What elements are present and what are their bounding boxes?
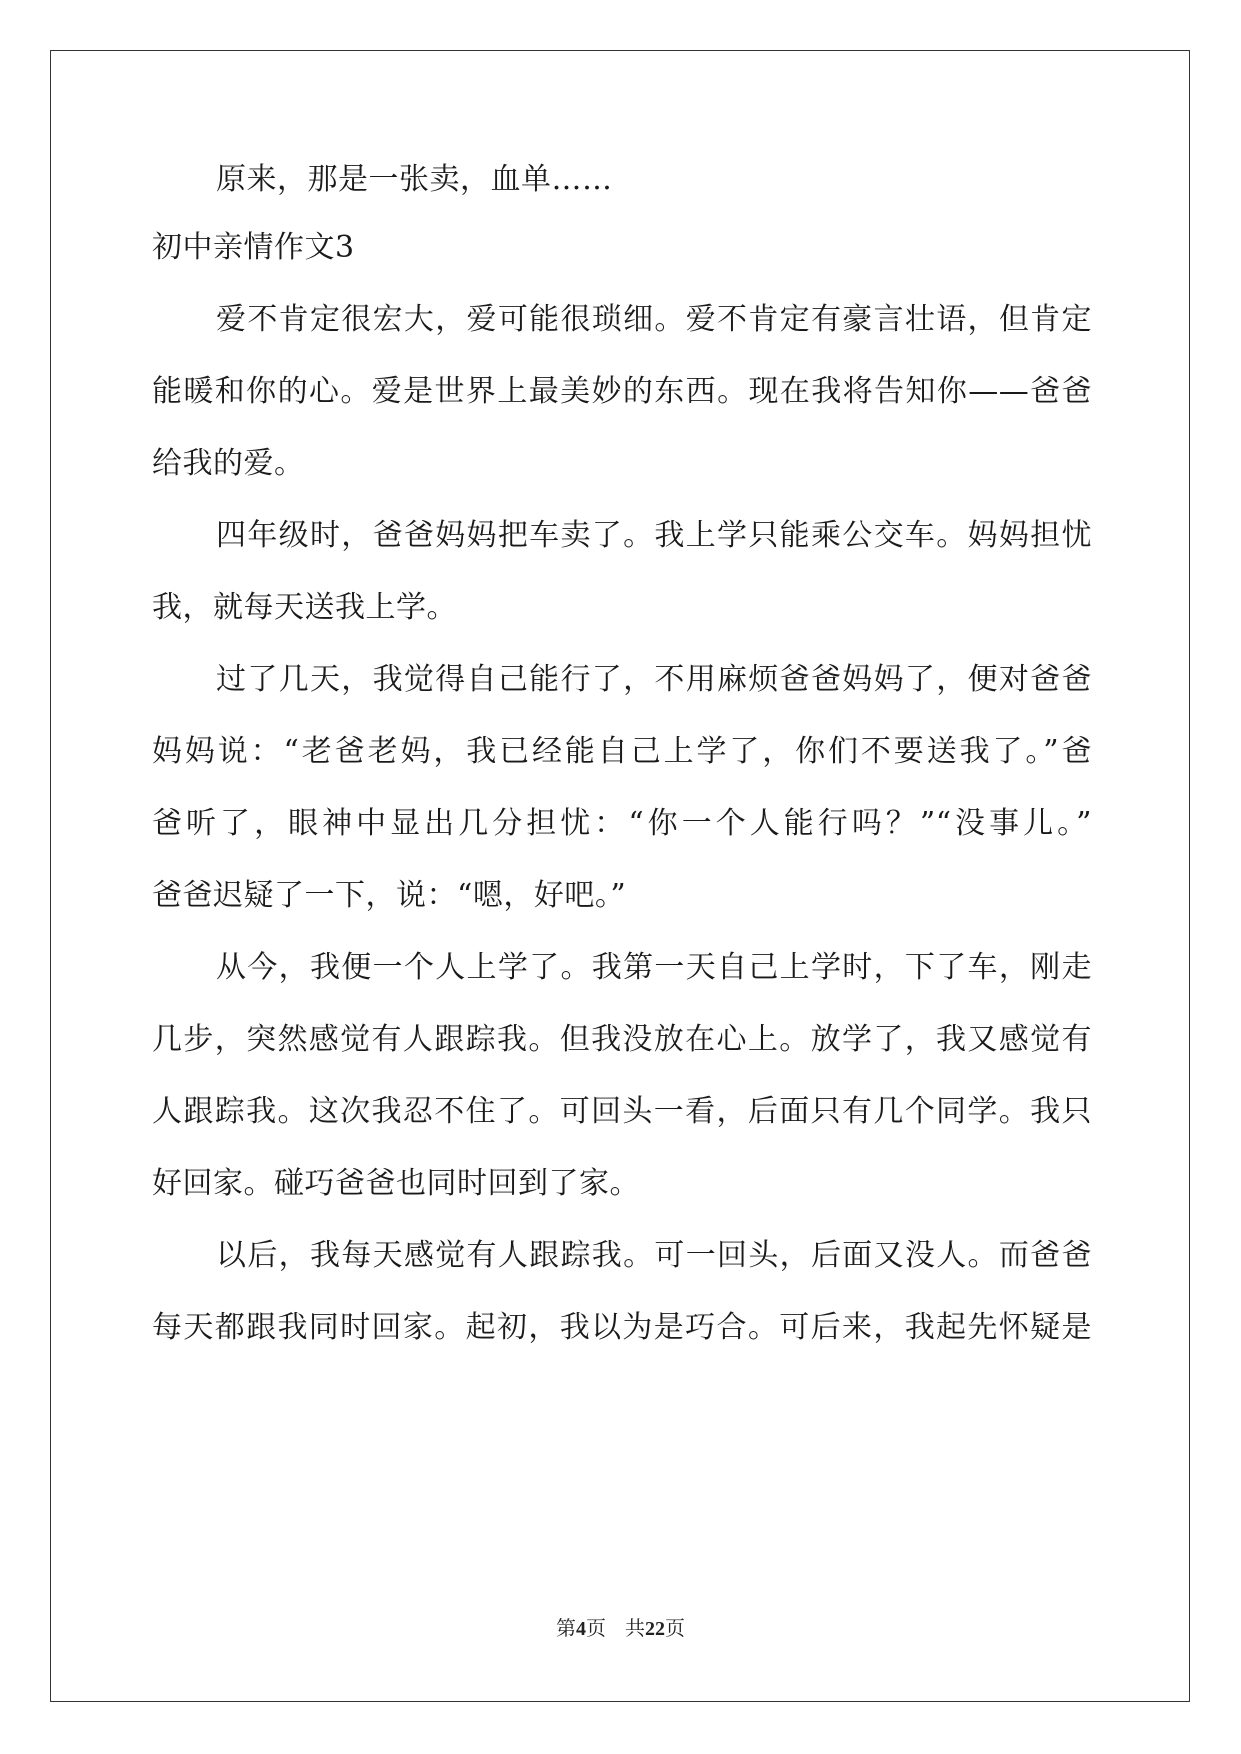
paragraph-line: 过了几天，我觉得自己能行了，不用麻烦爸爸妈妈了，便对爸爸 bbox=[216, 662, 1092, 697]
section-heading: 初中亲情作文3 bbox=[152, 230, 355, 265]
paragraph-line: 每天都跟我同时回家。起初，我以为是巧合。可后来，我起先怀疑是 bbox=[152, 1310, 1092, 1345]
paragraph-line: 好回家。碰巧爸爸也同时回到了家。 bbox=[152, 1166, 640, 1201]
paragraph-line: 给我的爱。 bbox=[152, 446, 305, 481]
paragraph-line: 原来，那是一张卖，血单…… bbox=[216, 162, 613, 197]
page-footer bbox=[0, 1616, 1241, 1641]
paragraph-line: 人跟踪我。这次我忍不住了。可回头一看，后面只有几个同学。我只 bbox=[152, 1094, 1092, 1129]
footer-total-prefix: 共 bbox=[625, 1616, 646, 1640]
total-page-count: 22 bbox=[645, 1618, 666, 1640]
paragraph-line: 能暖和你的心。爱是世界上最美妙的东西。现在我将告知你——爸爸 bbox=[152, 374, 1092, 409]
current-page-number: 4 bbox=[575, 1618, 586, 1640]
paragraph-line: 四年级时，爸爸妈妈把车卖了。我上学只能乘公交车。妈妈担忧 bbox=[216, 518, 1092, 553]
paragraph-line: 以后，我每天感觉有人跟踪我。可一回头，后面又没人。而爸爸 bbox=[216, 1238, 1092, 1273]
paragraph-line: 爸爸迟疑了一下，说：“嗯，好吧。” bbox=[152, 878, 627, 913]
paragraph-line: 从今，我便一个人上学了。我第一天自己上学时，下了车，刚走 bbox=[216, 950, 1092, 985]
paragraph-line: 几步，突然感觉有人跟踪我。但我没放在心上。放学了，我又感觉有 bbox=[152, 1022, 1092, 1057]
paragraph-line: 妈妈说：“老爸老妈，我已经能自己上学了，你们不要送我了。”爸 bbox=[152, 734, 1092, 769]
footer-total-suffix: 页 bbox=[665, 1616, 686, 1640]
paragraph-line: 爸听了，眼神中显出几分担忧：“你一个人能行吗？”“没事儿。” bbox=[152, 806, 1092, 841]
paragraph-line: 爱不肯定很宏大，爱可能很琐细。爱不肯定有豪言壮语，但肯定 bbox=[216, 302, 1092, 337]
footer-prefix: 第 bbox=[555, 1616, 576, 1640]
paragraph-line: 我，就每天送我上学。 bbox=[152, 590, 457, 625]
footer-page-suffix: 页 bbox=[585, 1616, 606, 1640]
